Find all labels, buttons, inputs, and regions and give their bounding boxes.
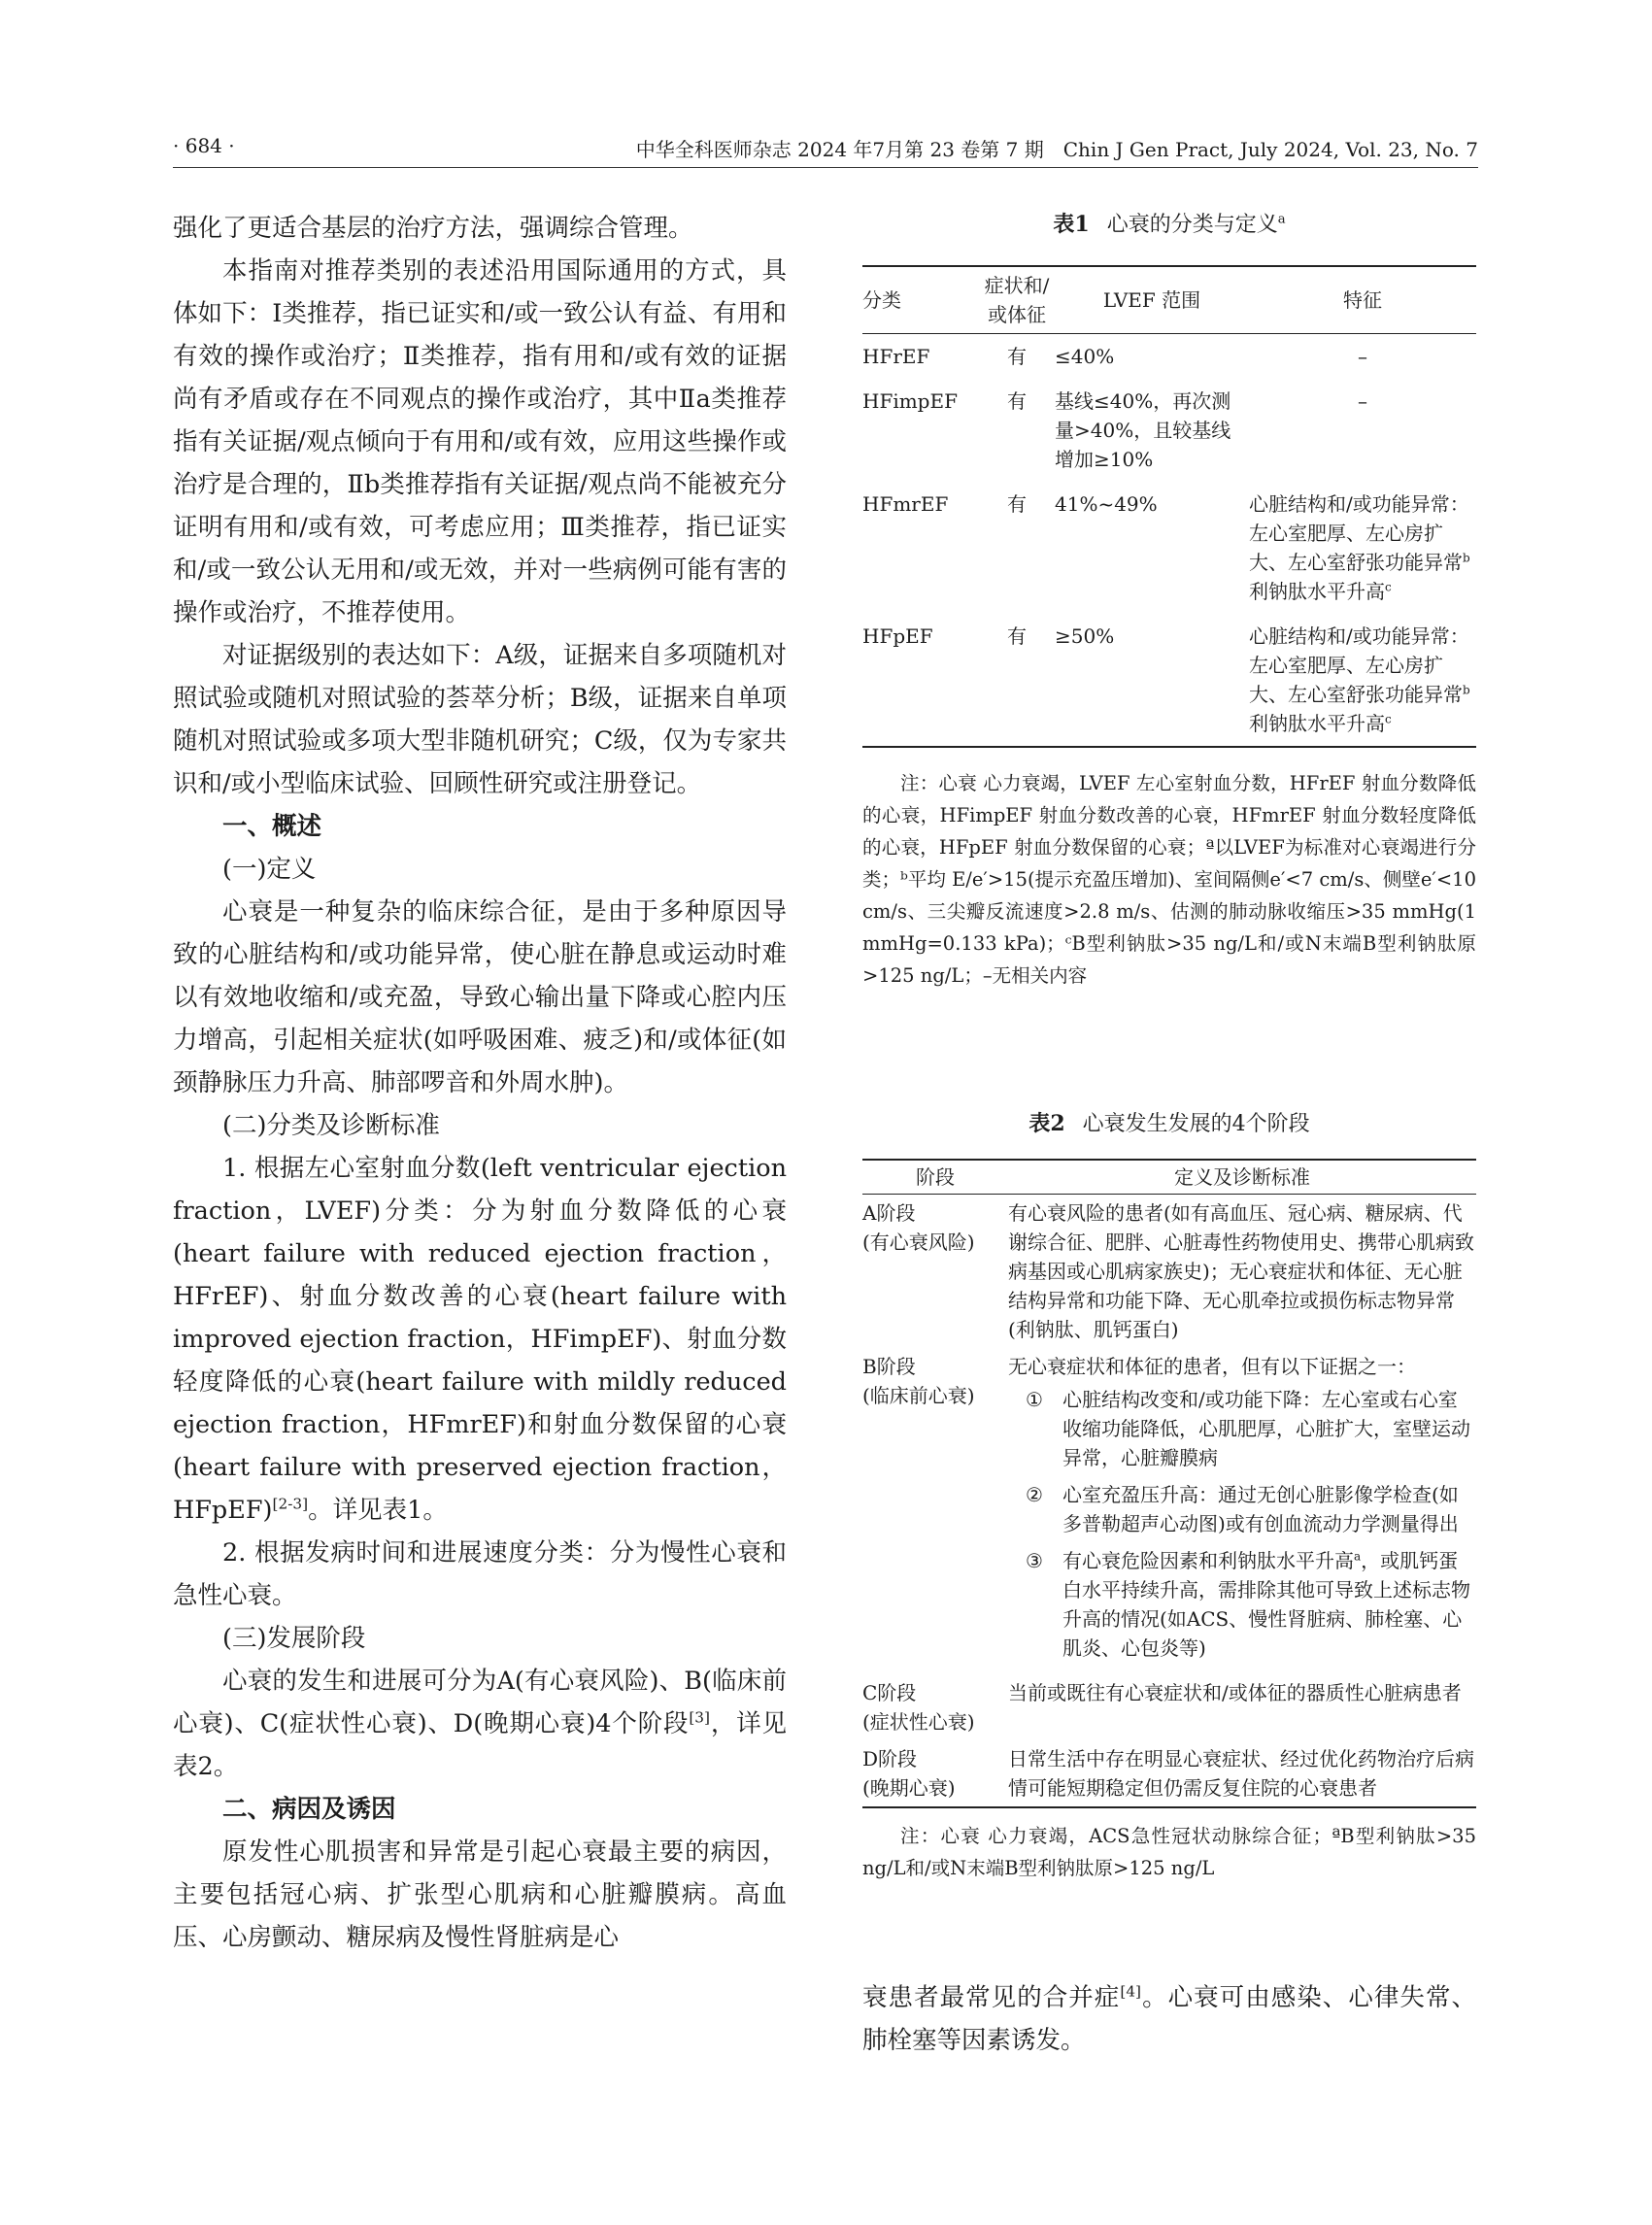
- table2-header-definition: 定义及诊断标准: [1008, 1160, 1476, 1195]
- table1-header-feature: 特征: [1249, 266, 1476, 334]
- list-text: 心室充盈压升高：通过无创心脏影像学检查(如多普勒超声心动图)或有创血流动力学测量得出: [1062, 1483, 1459, 1535]
- feature-structure: [1249, 622, 1476, 709]
- section-heading-etiology: 二、病因及诱因: [222, 1795, 396, 1824]
- subsection-heading-classification: (二)分类及诊断标准: [222, 1111, 440, 1140]
- list-item: [1026, 1480, 1476, 1538]
- stage-name: D阶段: [862, 1747, 918, 1770]
- table2-header-row: [862, 1160, 1476, 1195]
- stage-name: C阶段: [862, 1681, 917, 1704]
- list-number: ③: [1026, 1549, 1043, 1572]
- cell-type: HFmrEF: [862, 492, 949, 516]
- table1-header-symptom: 症状和/或体征: [979, 266, 1055, 334]
- paragraph-recommendation-classes: 本指南对推荐类别的表述沿用国际通用的方式，具体如下：Ⅰ类推荐，指已证实和/或一致公认有益、有用和有效的操作或治疗；Ⅱ类推荐，指有用和/或有效的证据尚有矛盾或存在不同观点的操作或治疗，其中Ⅱa类推荐指有关证据/观点倾向于有用和/或有效，应用这些操作或治疗是合理的，Ⅱb类推荐指有关证据/观点尚不能被充分证明有用和/或有效，可考虑应用；Ⅲ类推荐，指已证实和/或一致公认无用和/或无效，并对一些病例可能有害的操作或治疗，不推荐使用。: [173, 256, 787, 627]
- lvef-text-end: 。详见表1。: [308, 1496, 448, 1525]
- table2: [862, 1159, 1476, 1808]
- stages-text: 心衰的发生和进展可分为A(有心衰风险)、B(临床前心衰)、C(症状性心衰)、D(晚期心衰)4个阶段: [173, 1667, 787, 1738]
- subsection-heading-stages: (三)发展阶段: [222, 1624, 366, 1653]
- citation-ref: [2-3]: [272, 1495, 309, 1513]
- footnote-mark: c: [1385, 712, 1392, 726]
- cell-definition: [1008, 1348, 1476, 1674]
- table1-caption: [862, 210, 1476, 240]
- feature-natriuretic: [1249, 709, 1476, 738]
- table2-caption: [862, 1109, 1476, 1139]
- footnote-mark: a: [1354, 1549, 1362, 1564]
- list-number: ①: [1026, 1388, 1043, 1411]
- list-number: ②: [1026, 1483, 1043, 1506]
- cell-symptom: 有: [1007, 492, 1027, 516]
- feature-natriuretic-text: 利钠肽水平升高: [1249, 580, 1385, 603]
- footnote-mark: b: [1463, 551, 1470, 565]
- list-item: [1026, 1385, 1476, 1472]
- table1-title: 心衰的分类与定义: [1106, 213, 1278, 237]
- cell-type: HFpEF: [862, 624, 933, 648]
- paragraph-intro: 强化了更适合基层的治疗方法，强调综合管理。: [173, 214, 693, 243]
- paragraph-definition: 心衰是一种复杂的临床综合征，是由于多种原因导致的心脏结构和/或功能异常，使心脏在静息或运动时难以有效地收缩和/或充盈，导致心输出量下降或心腔内压力增高，引起相关症状(如呼吸困难、疲乏)和/或体征(如颈静脉压力升高、肺部啰音和外周水肿)。: [173, 897, 787, 1097]
- cell-symptom: 有: [1007, 389, 1027, 413]
- paragraph-evidence-levels: 对证据级别的表达如下：A级，证据来自多项随机对照试验或随机对照试验的荟萃分析；B级，证据来自单项随机对照试验或多项大型非随机研究；C级，仅为专家共识和/或小型临床试验、回顾性研究或注册登记。: [173, 641, 787, 798]
- table2-title: 心衰发生发展的4个阶段: [1082, 1112, 1310, 1136]
- list-text-part: 有心衰危险因素和利钠肽水平升高: [1062, 1549, 1354, 1572]
- cell-lvef: ≥50%: [1055, 624, 1115, 648]
- cell-type: HFrEF: [862, 345, 930, 368]
- feature-natriuretic: [1249, 577, 1476, 606]
- cell-feature: –: [1358, 345, 1367, 368]
- table-row: [862, 1674, 1476, 1740]
- table-row: [862, 1195, 1476, 1349]
- table2-block: [862, 1109, 1476, 1884]
- table-row: [862, 1348, 1476, 1674]
- list-text-part: ，或肌钙蛋白水平持续升高，需排除其他可导致上述标志物升高的情况(如ACS、慢性肾脏病、肺栓塞、心肌炎、心包炎等): [1062, 1549, 1470, 1660]
- stage-sub: (有心衰风险): [862, 1230, 975, 1254]
- table-row: [862, 334, 1476, 380]
- running-header: [173, 134, 1478, 168]
- stage-name: A阶段: [862, 1201, 916, 1225]
- cell-lvef: 41%~49%: [1055, 492, 1158, 516]
- table1-label: 表1: [1053, 212, 1090, 237]
- table2-header-stage: 阶段: [862, 1160, 1008, 1195]
- table2-note: 注：心衰 心力衰竭，ACS急性冠状动脉综合征；ªB型利钠肽>35 ng/L和/或N末端B型利钠肽原>125 ng/L: [862, 1825, 1476, 1879]
- table1-title-sup: a: [1277, 212, 1286, 227]
- paragraph-etiology-continued: [862, 1976, 1476, 2062]
- etiology-cont-text: 衰患者最常见的合并症: [862, 1983, 1121, 2012]
- list-text: 心脏结构改变和/或功能下降：左心室或右心室收缩功能降低，心肌肥厚，心脏扩大，室壁运动异常，心脏瓣膜病: [1062, 1388, 1470, 1469]
- stage-sub: (临床前心衰): [862, 1384, 975, 1407]
- table1-block: [862, 210, 1476, 992]
- table1-header-row: [862, 266, 1476, 334]
- cell-stage: [862, 1195, 1008, 1349]
- paragraph-etiology: 原发性心肌损害和异常是引起心衰最主要的病因，主要包括冠心病、扩张型心肌病和心脏瓣膜病。高血压、心房颤动、糖尿病及慢性肾脏病是心: [173, 1837, 787, 1952]
- journal-citation: 中华全科医师杂志 2024 年7月第 23 卷第 7 期 Chin J Gen Pract, July 2024, Vol. 23, No. 7: [635, 138, 1478, 161]
- section-heading-overview: 一、概述: [222, 812, 322, 841]
- subsection-heading-definition: (一)定义: [222, 855, 317, 884]
- footnote-mark: c: [1385, 580, 1392, 594]
- table-row: [862, 614, 1476, 747]
- cell-feature: [1249, 482, 1476, 614]
- citation-ref: [4]: [1120, 1982, 1142, 2001]
- stage-sub: (晚期心衰): [862, 1776, 956, 1800]
- left-column: [173, 207, 787, 1959]
- table-row: [862, 1740, 1476, 1807]
- cell-stage: [862, 1348, 1008, 1674]
- citation-ref: [3]: [689, 1708, 710, 1727]
- cell-feature: –: [1358, 389, 1367, 413]
- stage-sub: (症状性心衰): [862, 1710, 975, 1734]
- table1-header-type: 分类: [862, 266, 979, 334]
- paragraph-lvef-classification: [173, 1147, 787, 1532]
- feature-structure-text: 心脏结构和/或功能异常：左心室肥厚、左心房扩大、左心室舒张功能异常: [1249, 492, 1469, 574]
- feature-natriuretic-text: 利钠肽水平升高: [1249, 712, 1385, 735]
- list-item: [1026, 1546, 1476, 1663]
- cell-definition: 有心衰风险的患者(如有高血压、冠心病、糖尿病、代谢综合征、肥胖、心脏毒性药物使用史、携带心肌病致病基因或心肌病家族史)；无心衰症状和体征、无心脏结构异常和功能下降、无心肌牵拉或损伤标志物异常(利钠肽、肌钙蛋白): [1008, 1201, 1474, 1341]
- cell-symptom: 有: [1007, 624, 1027, 648]
- stages-text-end: ，详见表2。: [173, 1709, 787, 1781]
- cell-type: HFimpEF: [862, 389, 958, 413]
- cell-definition: 当前或既往有心衰症状和/或体征的器质性心脏病患者: [1008, 1681, 1462, 1704]
- stage-name: B阶段: [862, 1355, 916, 1378]
- lvef-text: 1. 根据左心室射血分数(left ventricular ejection fraction，LVEF)分类：分为射血分数降低的心衰(heart failure with reduced ejection fraction，HFrEF)、射血分数改善的心衰(heart failure with improved ejection fraction，HFimpEF)、射血分数轻度降低的心衰(heart failure with mildly reduced ejection fraction，HFmrEF)和射血分数保留的心衰(heart failure with preserved ejection fraction，HFpEF): [173, 1154, 787, 1525]
- feature-structure: [1249, 489, 1476, 577]
- table-row: [862, 482, 1476, 614]
- page-number: · 684 ·: [173, 134, 235, 157]
- table2-label: 表2: [1028, 1111, 1065, 1136]
- stage-b-intro: 无心衰症状和体征的患者，但有以下证据之一：: [1008, 1355, 1416, 1378]
- table1-header-lvef: LVEF 范围: [1055, 266, 1249, 334]
- cell-feature: [1249, 614, 1476, 747]
- table-row: [862, 379, 1476, 482]
- list-text: [1062, 1546, 1476, 1663]
- cell-definition: 日常生活中存在明显心衰症状、经过优化药物治疗后病情可能短期稳定但仍需反复住院的心衰患者: [1008, 1747, 1474, 1800]
- etiology-cont-end: 。心衰可由感染、心律失常、肺栓塞等因素诱发。: [862, 1983, 1476, 2055]
- cell-stage: [862, 1674, 1008, 1740]
- cell-stage: [862, 1740, 1008, 1807]
- cell-lvef: ≤40%: [1055, 345, 1115, 368]
- table1: [862, 265, 1476, 748]
- table1-note: 注：心衰 心力衰竭，LVEF 左心室射血分数，HFrEF 射血分数降低的心衰，HFimpEF 射血分数改善的心衰，HFmrEF 射血分数轻度降低的心衰，HFpEF 射血分数保留的心衰；ª以LVEF为标准对心衰竭进行分类；ᵇ平均 E/e′>15(提示充盈压增加)、室间隔侧e′<7 cm/s、侧壁e′<10 cm/s、三尖瓣反流速度>2.8 m/s、估测的肺动脉收缩压>35 mmHg(1 mmHg=0.133 kPa)；ᶜB型利钠肽>35 ng/L和/或N末端B型利钠肽原>125 ng/L；–无相关内容: [862, 772, 1476, 987]
- feature-structure-text: 心脏结构和/或功能异常：左心室肥厚、左心房扩大、左心室舒张功能异常: [1249, 624, 1469, 706]
- cell-symptom: 有: [1007, 345, 1027, 368]
- paragraph-onset-classification: 2. 根据发病时间和进展速度分类：分为慢性心衰和急性心衰。: [173, 1538, 787, 1610]
- footnote-mark: b: [1463, 683, 1470, 697]
- cell-lvef: 基线≤40%，再次测量>40%，且较基线增加≥10%: [1055, 389, 1231, 471]
- paragraph-stages: [173, 1660, 787, 1788]
